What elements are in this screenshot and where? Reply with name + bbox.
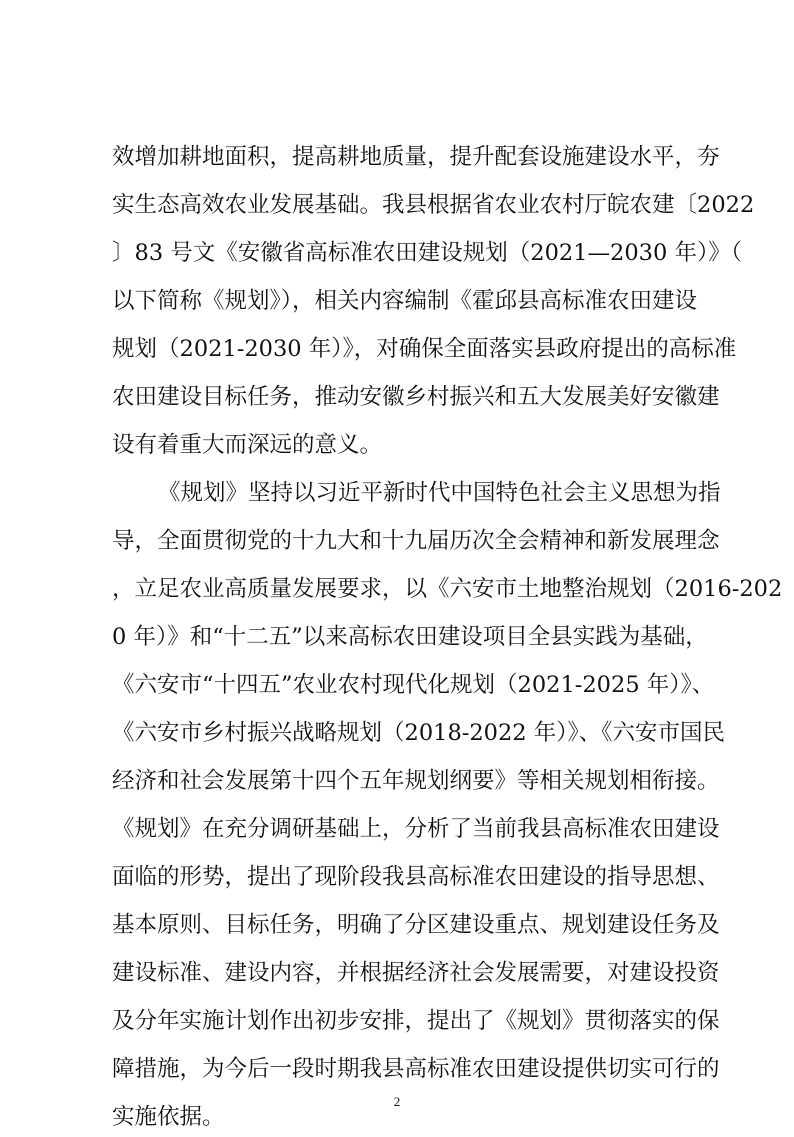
page-number: 2 xyxy=(393,1094,401,1109)
paragraph-2-line: 《六安市乡村振兴战略规划（2018-2022 年）》、《六安市国民 xyxy=(112,720,726,746)
paragraph-2-line: 建设标准、建设内容，并根据经济社会发展需要，对建设投资 xyxy=(112,960,720,986)
paragraph-2-line: 《规划》坚持以习近平新时代中国特色社会主义思想为指 xyxy=(158,480,721,506)
paragraph-2-line: 面临的形势，提出了现阶段我县高标准农田建设的指导思想、 xyxy=(112,864,720,890)
paragraph-1-line: 农田建设目标任务，推动安徽乡村振兴和五大发展美好安徽建 xyxy=(112,384,720,410)
paragraph-1-line: 以下简称《规划》），相关内容编制《霍邱县高标准农田建设 xyxy=(112,288,698,314)
paragraph-1-line: 规划（2021-2030 年）》，对确保全面落实县政府提出的高标准 xyxy=(112,336,737,362)
paragraph-2-line: 经济和社会发展第十四个五年规划纲要》等相关规划相衔接。 xyxy=(112,768,720,794)
paragraph-1-line: 实生态高效农业发展基础。我县根据省农业农村厅皖农建〔2022 xyxy=(112,192,755,218)
paragraph-2-line: 0 年）》和“十二五”以来高标农田建设项目全县实践为基础， xyxy=(112,624,708,650)
paragraph-2-line: 导，全面贯彻党的十九大和十九届历次全会精神和新发展理念 xyxy=(112,528,720,554)
paragraph-2-line: ，立足农业高质量发展要求，以《六安市土地整治规划（2016-202 xyxy=(112,576,783,602)
paragraph-2-line: 基本原则、目标任务，明确了分区建设重点、规划建设任务及 xyxy=(112,912,720,938)
paragraph-2-line: 实施依据。 xyxy=(112,1104,225,1130)
paragraph-1-line: 〕83 号文《安徽省高标准农田建设规划（2021—2030 年）》（ xyxy=(112,240,742,266)
paragraph-1-line: 效增加耕地面积，提高耕地质量，提升配套设施建设水平，夯 xyxy=(112,144,720,170)
paragraph-2-line: 《六安市“十四五”农业农村现代化规划（2021-2025 年）》、 xyxy=(112,672,715,698)
paragraph-2-line: 《规划》在充分调研基础上，分析了当前我县高标准农田建设 xyxy=(112,816,720,842)
paragraph-1-line: 设有着重大而深远的意义。 xyxy=(112,432,383,458)
paragraph-2-line: 及分年实施计划作出初步安排，提出了《规划》贯彻落实的保 xyxy=(112,1008,720,1034)
paragraph-2-line: 障措施，为今后一段时期我县高标准农田建设提供切实可行的 xyxy=(112,1056,720,1082)
